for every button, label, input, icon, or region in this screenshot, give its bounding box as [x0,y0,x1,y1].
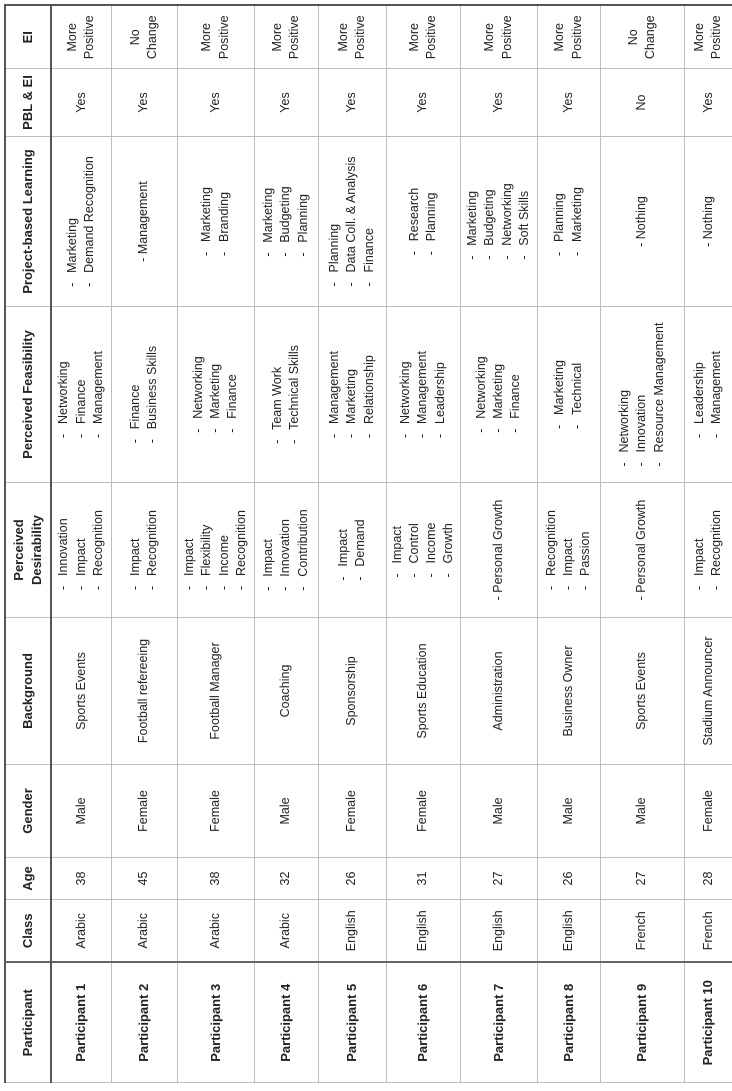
cell-class-text: Arabic [278,913,293,949]
cell-participant [177,963,254,1083]
list-item: - Finance [224,356,241,433]
cell-gender [254,765,318,858]
cell-age [537,858,600,900]
cell-age-text: 28 [700,871,715,886]
cell-age-text: 27 [490,871,505,886]
cell-gender [600,765,684,858]
list-item: - Growth [440,523,457,578]
cell-participant [318,963,386,1083]
header-gender: Gender [5,765,51,858]
cell-ei-text: No Change [625,15,657,60]
list-item: - Planning [295,186,312,256]
cell-background [600,618,684,765]
list-item: - Marketing [551,360,568,429]
cell-participant-text: Participant 1 [73,983,89,1062]
cell-age [254,858,318,900]
cell-participant-text: Participant 10 [700,980,716,1066]
cell-pbl-ei-text: Yes [490,92,505,113]
cell-age-text: 38 [207,871,222,886]
cell-participant [111,963,177,1083]
list-item: - Team Work [269,345,286,444]
cell-participant [537,963,600,1083]
list-item: - Management [414,351,431,438]
cell-perceived-desirability [318,483,386,618]
table-row [386,6,460,1083]
list-item: - Finance [507,356,524,433]
list-item: - Data Coll. & Analysis [343,156,360,286]
cell-pbl-ei [460,69,537,137]
cell-project-based-learning-list [260,186,312,256]
cell-gender [177,765,254,858]
cell-project-based-learning-list [64,156,99,287]
list-item: - Marketing [207,356,224,433]
cell-perceived-desirability [386,483,460,618]
cell-pbl-ei [111,69,177,137]
cell-perceived-desirability-list [335,519,370,580]
list-item: - Innovation [633,323,650,467]
cell-perceived-feasibility-list [473,356,525,433]
cell-participant [254,963,318,1083]
list-item: - Impact [335,519,352,580]
cell-participant-text: Participant 5 [344,983,360,1062]
table-row [254,6,318,1083]
cell-ei [177,6,254,69]
cell-perceived-desirability-text: - Personal Growth [490,499,505,601]
cell-perceived-desirability [111,483,177,618]
cell-project-based-learning [600,137,684,307]
cell-ei-text: More Positive [482,15,514,60]
list-item: - Leadership [691,351,708,438]
list-item: - Management [90,351,107,438]
cell-pbl-ei [177,69,254,137]
cell-age [684,858,732,900]
list-item: - Recognition [90,510,107,590]
list-item: - Marketing [464,183,481,260]
list-item: - Impact [389,523,406,578]
cell-participant-text: Participant 8 [560,983,576,1062]
cell-background [318,618,386,765]
cell-class-text: English [344,910,359,952]
cell-ei [111,6,177,69]
cell-background [460,618,537,765]
list-item: - Passion [577,510,594,590]
cell-perceived-feasibility-list [190,356,242,433]
cell-age [177,858,254,900]
table-row [51,6,111,1083]
cell-perceived-desirability [254,483,318,618]
cell-participant-text: Participant 7 [490,983,506,1062]
list-item: - Demand Recognition [81,156,98,287]
header-perceived-feasibility: Perceived Feasibility [5,307,51,483]
cell-ei [684,6,732,69]
list-item: - Networking [473,356,490,433]
cell-project-based-learning [318,137,386,307]
cell-pbl-ei-text: Yes [136,92,151,113]
cell-pbl-ei [684,69,732,137]
cell-gender [318,765,386,858]
cell-ei [318,6,386,69]
list-item: - Impact [181,510,198,590]
cell-perceived-feasibility [460,307,537,483]
cell-background-text: Football Manager [207,642,222,740]
cell-perceived-feasibility-list [269,345,304,444]
list-item: - Networking [499,183,516,260]
cell-pbl-ei [600,69,684,137]
list-item: - Planning [423,188,440,256]
header-participant: Participant [5,963,51,1083]
cell-perceived-feasibility [537,307,600,483]
header-age: Age [5,858,51,900]
table-row [177,6,254,1083]
cell-perceived-feasibility [684,307,732,483]
cell-class [254,900,318,963]
cell-perceived-feasibility [111,307,177,483]
cell-pbl-ei [537,69,600,137]
cell-class-text: Arabic [73,913,88,949]
cell-class-text: English [490,910,505,952]
cell-class [460,900,537,963]
cell-perceived-desirability-list [543,510,595,590]
cell-perceived-desirability-list [691,510,726,590]
cell-perceived-feasibility [318,307,386,483]
cell-ei-text: More Positive [65,15,97,60]
cell-pbl-ei-text: Yes [278,92,293,113]
cell-gender-text: Male [278,797,293,825]
cell-age-text: 26 [560,871,575,886]
list-item: - Leadership [432,351,449,438]
header-perceived-desirability: Perceived Desirability [5,483,51,618]
cell-participant [51,963,111,1083]
cell-age [386,858,460,900]
list-item: - Income [216,510,233,590]
cell-pbl-ei [386,69,460,137]
cell-background-text: Stadium Announcer [700,636,715,746]
list-item: - Relationship [361,351,378,438]
header-ei: EI [5,6,51,69]
list-item: - Networking [616,323,633,467]
header-background: Background [5,618,51,765]
cell-class [600,900,684,963]
cell-project-based-learning-list [198,187,233,256]
cell-gender [537,765,600,858]
cell-participant [600,963,684,1083]
header-project-based-learning: Project-based Learning [5,137,51,307]
cell-age-text: 45 [136,871,151,886]
cell-project-based-learning-text: - Nothing [700,196,715,247]
cell-background [254,618,318,765]
header-class: Class [5,900,51,963]
cell-class-text: French [634,911,649,951]
cell-perceived-desirability [684,483,732,618]
cell-background-text: Sports Events [73,652,88,730]
list-item: - Finance [127,346,144,443]
cell-gender-text: Male [560,797,575,825]
list-item: - Flexibility [198,510,215,590]
cell-background [51,618,111,765]
list-item: - Technical Skills [286,345,303,444]
list-item: - Research [406,188,423,256]
cell-class [111,900,177,963]
cell-project-based-learning [111,137,177,307]
cell-participant [386,963,460,1083]
cell-gender [460,765,537,858]
cell-project-based-learning-list [551,187,586,256]
cell-ei-text: More Positive [269,15,301,60]
list-item: - Impact [73,510,90,590]
cell-gender [386,765,460,858]
cell-class-text: French [700,911,715,951]
cell-project-based-learning-text: - Nothing [634,196,649,247]
cell-background [684,618,732,765]
cell-perceived-feasibility-list [127,346,162,443]
list-item: - Finance [73,351,90,438]
list-item: - Budgeting [481,183,498,260]
cell-participant [460,963,537,1083]
cell-perceived-feasibility [600,307,684,483]
cell-ei [460,6,537,69]
cell-perceived-desirability [177,483,254,618]
cell-ei [51,6,111,69]
list-item: - Impact [260,509,277,590]
list-item: - Branding [216,187,233,256]
cell-gender-text: Female [344,790,359,832]
cell-perceived-desirability [537,483,600,618]
cell-class [318,900,386,963]
cell-ei-text: No Change [127,15,159,60]
list-item: - Networking [190,356,207,433]
cell-perceived-feasibility [51,307,111,483]
header-row [5,6,51,1083]
cell-gender [684,765,732,858]
cell-pbl-ei-text: Yes [700,92,715,113]
list-item: - Innovation [55,510,72,590]
cell-gender-text: Male [634,797,649,825]
cell-perceived-desirability [51,483,111,618]
list-item: - Finance [361,156,378,286]
cell-ei-text: More Positive [692,15,724,60]
cell-pbl-ei-text: Yes [560,92,575,113]
list-item: - Budgeting [277,186,294,256]
cell-gender-text: Male [490,797,505,825]
cell-pbl-ei-text: Yes [207,92,222,113]
cell-gender-text: Male [73,797,88,825]
cell-background-text: Coaching [278,664,293,718]
cell-perceived-feasibility [386,307,460,483]
cell-age-text: 32 [278,871,293,886]
list-item: - Marketing [198,187,215,256]
cell-ei-text: More Positive [552,15,584,60]
cell-ei [254,6,318,69]
cell-project-based-learning-list [406,188,441,256]
list-item: - Recognition [233,510,250,590]
cell-project-based-learning-text: - Management [136,181,151,262]
list-item: - Soft Skills [516,183,533,260]
list-item: - Planning [326,156,343,286]
cell-ei-text: More Positive [199,15,231,60]
cell-pbl-ei-text: Yes [344,92,359,113]
table-row [460,6,537,1083]
list-item: - Demand [352,519,369,580]
table-row [537,6,600,1083]
cell-pbl-ei-text: Yes [73,92,88,113]
cell-gender-text: Female [415,790,430,832]
cell-pbl-ei [254,69,318,137]
cell-gender [51,765,111,858]
cell-perceived-feasibility-list [55,351,107,438]
cell-ei [600,6,684,69]
header-pbl-ei: PBL & EI [5,69,51,137]
participant-data-table [4,5,732,1084]
list-item: - Planning [551,187,568,256]
list-item: - Business Skills [144,346,161,443]
cell-project-based-learning-list [464,183,533,260]
cell-project-based-learning [51,137,111,307]
list-item: - Technical [569,360,586,429]
cell-perceived-desirability-list [260,509,312,590]
cell-perceived-desirability-text: - Personal Growth [634,499,649,601]
cell-class [177,900,254,963]
cell-background-text: Business Owner [560,645,575,737]
cell-participant-text: Participant 4 [278,983,294,1062]
list-item: - Management [708,351,725,438]
cell-pbl-ei-text: No [634,94,649,111]
cell-perceived-desirability-list [127,510,162,590]
cell-background-text: Football refereeing [136,638,151,744]
list-item: - Innovation [277,509,294,590]
cell-background-text: Sports Education [415,643,430,739]
cell-perceived-desirability [460,483,537,618]
cell-ei [537,6,600,69]
cell-perceived-desirability-list [389,523,458,578]
cell-background [537,618,600,765]
cell-perceived-feasibility [254,307,318,483]
cell-project-based-learning [254,137,318,307]
cell-ei [386,6,460,69]
list-item: - Management [326,351,343,438]
cell-perceived-feasibility-list [397,351,449,438]
cell-gender-text: Female [700,790,715,832]
cell-gender-text: Female [136,790,151,832]
cell-perceived-feasibility-list [551,360,586,429]
cell-background-text: Administration [490,651,505,731]
cell-perceived-desirability-list [181,510,250,590]
list-item: - Marketing [490,356,507,433]
cell-class-text: English [415,910,430,952]
cell-age [318,858,386,900]
cell-pbl-ei [51,69,111,137]
cell-perceived-feasibility-list [691,351,726,438]
list-item: - Impact [560,510,577,590]
cell-gender [111,765,177,858]
cell-project-based-learning-list [326,156,378,286]
cell-project-based-learning [177,137,254,307]
list-item: - Marketing [343,351,360,438]
table-row [318,6,386,1083]
cell-participant-text: Participant 2 [136,983,152,1062]
cell-project-based-learning [460,137,537,307]
cell-participant-text: Participant 6 [415,983,431,1062]
cell-class-text: Arabic [207,913,222,949]
list-item: - Income [423,523,440,578]
cell-class [386,900,460,963]
table-row [684,6,732,1083]
cell-ei-text: More Positive [406,15,438,60]
cell-project-based-learning [684,137,732,307]
cell-ei-text: More Positive [335,15,367,60]
cell-class-text: English [560,910,575,952]
list-item: - Impact [691,510,708,590]
table-row [111,6,177,1083]
cell-perceived-desirability [600,483,684,618]
cell-age-text: 31 [415,871,430,886]
cell-participant [684,963,732,1083]
list-item: - Marketing [260,186,277,256]
cell-participant-text: Participant 9 [634,983,650,1062]
list-item: - Marketing [569,187,586,256]
cell-age-text: 27 [634,871,649,886]
list-item: - Recognition [708,510,725,590]
cell-perceived-desirability-list [55,510,107,590]
cell-project-based-learning [386,137,460,307]
list-item: - Recognition [144,510,161,590]
cell-class [684,900,732,963]
cell-project-based-learning [537,137,600,307]
cell-class-text: Arabic [136,913,151,949]
list-item: - Contribution [295,509,312,590]
cell-background [177,618,254,765]
cell-age [460,858,537,900]
cell-background [111,618,177,765]
cell-pbl-ei [318,69,386,137]
cell-class [51,900,111,963]
list-item: - Recognition [543,510,560,590]
cell-background-text: Sports Events [634,652,649,730]
cell-class [537,900,600,963]
list-item: - Impact [127,510,144,590]
list-item: - Control [406,523,423,578]
list-item: - Marketing [64,156,81,287]
cell-perceived-feasibility [177,307,254,483]
cell-perceived-feasibility-list [616,323,668,467]
cell-gender-text: Female [207,790,222,832]
cell-age [111,858,177,900]
list-item: - Networking [397,351,414,438]
cell-age-text: 38 [73,871,88,886]
cell-pbl-ei-text: Yes [415,92,430,113]
cell-age-text: 26 [344,871,359,886]
cell-background [386,618,460,765]
cell-age [51,858,111,900]
list-item: - Networking [55,351,72,438]
cell-participant-text: Participant 3 [207,983,223,1062]
cell-age [600,858,684,900]
cell-perceived-feasibility-list [326,351,378,438]
cell-background-text: Sponsorship [344,656,359,726]
table-row [600,6,684,1083]
list-item: - Resource Management [651,323,668,467]
